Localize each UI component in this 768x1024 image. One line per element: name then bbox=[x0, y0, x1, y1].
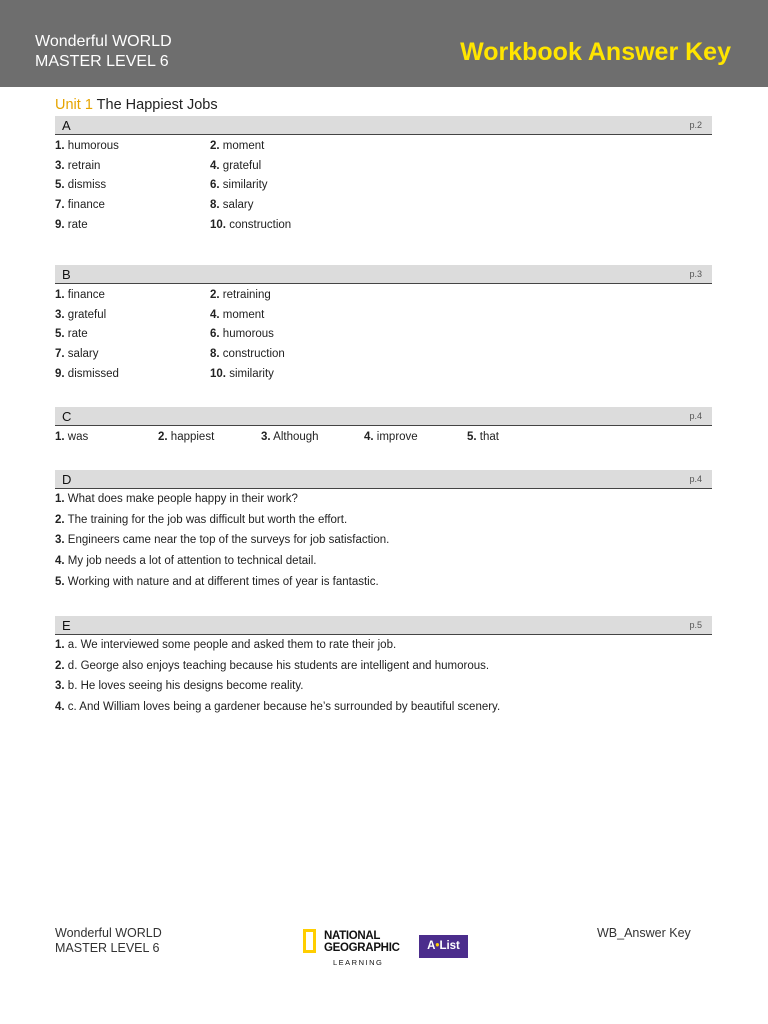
national-geographic-logo bbox=[303, 929, 413, 969]
answer-item: 3. retrain bbox=[55, 159, 101, 172]
answer-item: 8. salary bbox=[210, 199, 254, 212]
answer-row bbox=[55, 343, 712, 363]
page-reference: p.2 bbox=[689, 120, 702, 130]
answer-item: 4. My job needs a lot of attention to technical detail. bbox=[55, 555, 317, 568]
answer-item: 4. grateful bbox=[210, 159, 262, 172]
yellow-border-icon bbox=[303, 929, 316, 953]
answer-row bbox=[55, 426, 712, 446]
answer-row bbox=[55, 323, 712, 343]
logo-subtitle: LEARNING bbox=[333, 958, 384, 967]
page-reference: p.4 bbox=[689, 411, 702, 421]
answer-item: 10. similarity bbox=[210, 367, 274, 380]
answer-item: 4. c. And William loves being a gardener because he’s surrounded by beautiful scenery. bbox=[55, 701, 501, 714]
section-header bbox=[55, 116, 712, 135]
unit-name: The Happiest Jobs bbox=[96, 97, 218, 113]
answer-item: 2. d. George also enjoys teaching because his students are intelligent and humorous. bbox=[55, 659, 490, 672]
section-letter: E bbox=[62, 618, 71, 633]
unit-label: Unit 1 bbox=[55, 97, 93, 113]
section-c bbox=[55, 407, 712, 446]
footer-doc-label: WB_Answer Key bbox=[597, 926, 691, 940]
section-e bbox=[55, 616, 712, 718]
series-line-2: MASTER LEVEL 6 bbox=[35, 53, 169, 70]
answer-item: 3. Although bbox=[261, 431, 319, 443]
answer-item: 4. improve bbox=[364, 431, 418, 443]
series-title bbox=[35, 32, 172, 72]
answer-item: 10. construction bbox=[210, 218, 292, 231]
logo-wordmark: NATIONAL GEOGRAPHIC bbox=[324, 930, 400, 954]
answer-item: 9. rate bbox=[55, 218, 88, 231]
answer-item: 4. moment bbox=[210, 308, 265, 321]
section-header bbox=[55, 407, 712, 426]
answer-item: 2. happiest bbox=[158, 431, 215, 443]
answer-item: 5. that bbox=[467, 431, 499, 443]
section-header bbox=[55, 265, 712, 284]
answer-row bbox=[55, 194, 712, 214]
answer-item: 3. Engineers came near the top of the surveys for job satisfaction. bbox=[55, 534, 390, 547]
footer-series bbox=[55, 926, 162, 956]
answer-item: 5. Working with nature and at different times of year is fantastic. bbox=[55, 575, 379, 588]
answer-row bbox=[55, 214, 712, 234]
answer-item: 7. salary bbox=[55, 348, 99, 361]
section-letter: D bbox=[62, 472, 72, 487]
page-reference: p.5 bbox=[689, 620, 702, 630]
answer-item: 8. construction bbox=[210, 348, 285, 361]
answer-item: 2. The training for the job was difficult but worth the effort. bbox=[55, 513, 348, 526]
answer-item: 1. What does make people happy in their work? bbox=[55, 493, 298, 505]
answer-item: 9. dismissed bbox=[55, 367, 119, 380]
answer-item: 3. b. He loves seeing his designs become reality. bbox=[55, 680, 304, 693]
answer-item: 6. similarity bbox=[210, 179, 268, 192]
footer-line-2: MASTER LEVEL 6 bbox=[55, 941, 160, 955]
page-reference: p.3 bbox=[689, 269, 702, 279]
footer-line-1: Wonderful WORLD bbox=[55, 926, 162, 940]
answer-item: 2. moment bbox=[210, 140, 265, 152]
answer-item: 2. retraining bbox=[210, 289, 271, 301]
page-header bbox=[0, 0, 768, 87]
answer-item: 1. was bbox=[55, 431, 89, 443]
alist-logo: A•List bbox=[419, 935, 468, 958]
answer-row bbox=[55, 155, 712, 175]
answer-item: 1. a. We interviewed some people and asked them to rate their job. bbox=[55, 639, 397, 651]
answer-item: 5. dismiss bbox=[55, 179, 107, 192]
answer-item: 1. finance bbox=[55, 289, 105, 301]
unit-heading bbox=[55, 97, 218, 113]
answer-item: 1. humorous bbox=[55, 140, 119, 152]
answer-row bbox=[55, 304, 712, 324]
answer-item: 7. finance bbox=[55, 199, 105, 212]
answer-row bbox=[55, 363, 712, 383]
answer-item: 6. humorous bbox=[210, 328, 274, 341]
section-a bbox=[55, 116, 712, 233]
section-b bbox=[55, 265, 712, 382]
section-d bbox=[55, 470, 712, 592]
answer-row bbox=[55, 135, 712, 155]
answer-row bbox=[55, 284, 712, 304]
section-letter: A bbox=[62, 118, 71, 133]
answer-row bbox=[55, 174, 712, 194]
page-reference: p.4 bbox=[689, 474, 702, 484]
document-title: Workbook Answer Key bbox=[460, 38, 731, 66]
answer-item: 5. rate bbox=[55, 328, 88, 341]
series-line-1: Wonderful WORLD bbox=[35, 33, 172, 50]
answer-item: 3. grateful bbox=[55, 308, 107, 321]
section-header bbox=[55, 616, 712, 635]
section-header bbox=[55, 470, 712, 489]
section-letter: B bbox=[62, 267, 71, 282]
section-letter: C bbox=[62, 409, 72, 424]
